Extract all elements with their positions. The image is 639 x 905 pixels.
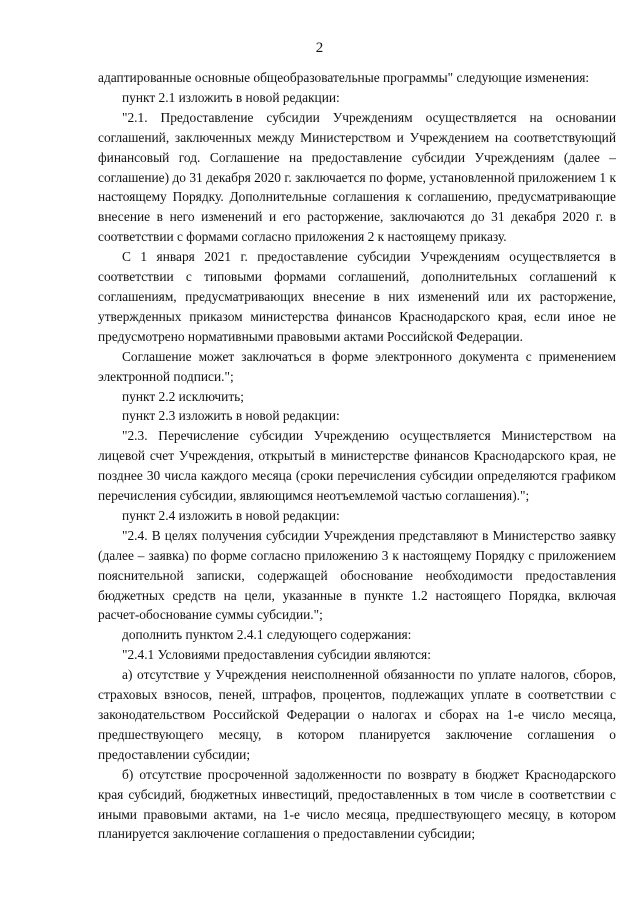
paragraph: пункт 2.3 изложить в новой редакции: [122, 408, 340, 424]
paragraph: пункт 2.4 изложить в новой редакции: [122, 507, 340, 523]
paragraph: "2.1. Предоставление субсидии Учреждениям осуществляется на основании соглашений, заключенных между Министерством и Учреждением на соответствующий финансовый год. Соглашение на предоставление субсидии Учреждениям (далее – соглашение) до 31 декабря 2020 г. заключается по форме, установленной приложением 1 к настоящему Порядку. Дополнительные соглашения к соглашению, предусматривающие внесение в него изменений и его расторжение, заключаются до 31 декабря 2020 г. в соответствии с формами согласно приложения 2 к настоящему приказу. [98, 109, 616, 245]
paragraph: С 1 января 2021 г. предоставление субсидии Учреждениям осуществляется в соответствии с типовыми формами соглашений, дополнительных соглашений к соглашениям, предусматривающих внесение в них изменений или их расторжение, утвержденных приказом министерства финансов Краснодарского края, если иное не предусмотрено нормативными правовыми актами Российской Федерации. [98, 249, 616, 344]
paragraph: "2.4. В целях получения субсидии Учреждения представляют в Министерство заявку (далее – заявка) по форме согласно приложению 3 к настоящему Порядку с приложением пояснительной записки, содержащей обоснование необходимости предоставления бюджетных средств на цели, указанные в пункте 1.2 настоящего Порядка, включая расчет-обоснование суммы субсидии."; [98, 527, 616, 623]
paragraph: "2.3. Перечисление субсидии Учреждению осуществляется Министерством на лицевой счет Учреждения, открытый в министерстве финансов Краснодарского края, не позднее 30 числа каждого месяца (сроки перечисления субсидии определяются графиком перечисления субсидии, являющимся неотъемлемой частью соглашения)."; [98, 428, 616, 504]
paragraph: "2.4.1 Условиями предоставления субсидии являются: [122, 647, 431, 663]
document-body [98, 68, 616, 844]
paragraph: Соглашение может заключаться в форме электронного документа с применением электронной подписи."; [98, 348, 616, 384]
paragraph: б) отсутствие просроченной задолженности по возврату в бюджет Краснодарского края субсидий, бюджетных инвестиций, предоставленных в том числе в соответствии с иными правовыми актами, на 1-е число месяца, предшествующего месяцу, в котором планируется заключение соглашения о предоставлении субсидии; [98, 766, 616, 842]
paragraph: пункт 2.2 исключить; [122, 388, 245, 404]
paragraph: дополнить пунктом 2.4.1 следующего содержания: [122, 627, 412, 643]
paragraph: адаптированные основные общеобразовательные программы" следующие изменения: [98, 70, 590, 85]
page-number: 2 [315, 40, 324, 56]
paragraph: а) отсутствие у Учреждения неисполненной обязанности по уплате налогов, сборов, страховых взносов, пеней, штрафов, процентов, подлежащих уплате в соответствии с законодательством Российской Федерации о налогах и сборах на 1-е число месяца, предшествующего месяцу, в котором планируется заключение соглашения о предоставлении субсидии; [98, 667, 616, 762]
paragraph: пункт 2.1 изложить в новой редакции: [122, 89, 340, 105]
